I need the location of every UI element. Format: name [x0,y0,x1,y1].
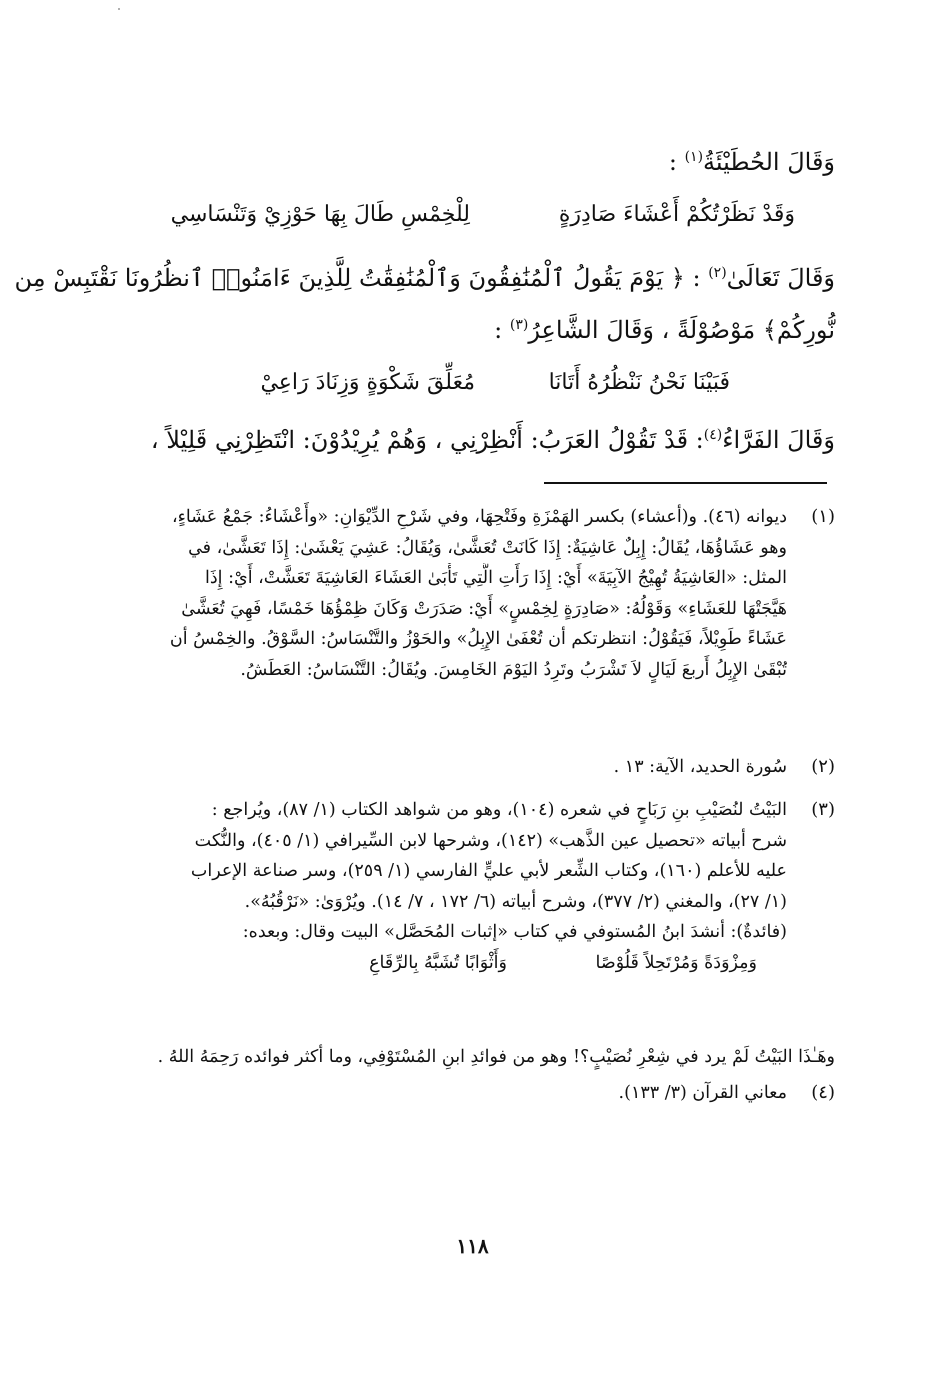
footnote-4 [100,1078,835,1109]
footnote-1-line: تُبْقَىٰ الإِبِلُ أَربعَ لَيَالٍ لاَ تَشْرَبُ وتَرِدُ اليَوْمَ الخَامِسَ. ويُقَالُ: التَّنْسَاسُ: العَطَشُ. [240,659,787,680]
benefit-note-intro: (فائدةٌ): أنشدَ ابنُ المُستوفي في كتاب «إثبات المُحَصَّل» البيت وقال: وبعده: [242,922,787,942]
verse-1-first-hemistich: وَقَدْ نَظَرْتُكُمْ أَعْشَاءَ صَادِرَةٍ [558,202,795,227]
footnote-2-number: (٢) [811,756,835,777]
main-line-1 [105,142,835,177]
footnote-2 [100,752,835,783]
footnote-4-number: (٤) [811,1082,835,1103]
footnote-ref-3[interactable]: (٣) [509,317,529,333]
main-line-1-end: : [668,148,685,176]
verse-2-first-hemistich: فَبَيْنَا نَحْنُ نَنْظُرُهُ أَتَانَا [548,370,730,395]
footnote-3-line: عليه للأعلم (١٦٠)، وكتاب الشِّعر لأبي عليٍّ الفارسي (١/ ٢٥٩)، وسر صناعة الإعراب [190,861,787,881]
main-line-3-quran: : ﴿ يَوْمَ يَقُولُ ٱلْمُنَٰفِقُونَ وَٱلْمُنَٰفِقَٰتُ لِلَّذِينَ ءَامَنُوا۟ ٱنظُرُونَا نَقْتَبِسْ مِن [14,264,709,292]
main-line-3-start: وَقَالَ تَعَالَىٰ [726,264,835,292]
main-line-6 [105,420,835,455]
main-line-4-start: نُّورِكُمْ﴾ مَوْصُوْلَةً ، وَقَالَ الشَّاعِرُ [528,316,835,344]
benefit-note-verse [100,948,757,978]
scan-speck [118,8,120,10]
footnote-1-line: عَشَاءً طَوِيْلاً، فَيَقُوْلُ: انتظرتكم أن تُعْفَىٰ الإِبِلُ» والحَوْزُ والتَّنْسَاسُ: السَّوْقُ. والخِمْسُ أن [169,629,787,649]
footnote-4-line: معاني القرآن (٣/ ١٣٣). [618,1083,787,1103]
footnote-3 [100,795,835,917]
benefit-note [100,917,835,978]
footnote-3-line: البَيْتُ لنُصَيْبِ بنِ رَبَاحٍ في شعره (١٠٤)، وهو من شواهد الكتاب (١/ ٨٧)، ويُراجع : [211,800,787,820]
footnote-1 [100,502,835,685]
footnote-3-line: (١/ ٢٧)، والمغني (٢/ ٣٧٧)، وشرح أبياته (٦/ ١٧٢ ، ٧/ ١٤). ويُرْوَىٰ: «نَرْقُبُهُ». [244,891,787,912]
footnote-1-number: (١) [811,506,835,527]
footnote-ref-4[interactable]: (٤) [703,427,723,443]
verse-1 [143,200,795,230]
footnote-ref-2[interactable]: (٢) [708,265,727,281]
main-line-1-text: وَقَالَ الحُطَيْئَةُ [703,148,835,176]
main-line-6-start: وَقَالَ الفَرَّاءُ [722,426,835,454]
main-line-4-end: : [494,316,510,344]
main-line-4 [105,310,835,345]
page-number: ١١٨ [456,1234,489,1258]
main-line-6-rest: : قَدْ تَقُوْلُ العَرَبُ: أَنْظِرْنِي ، وَهُمْ يُرِيْدُوْنَ: انْتَظِرْنِي قَلِيْلاً ، [150,426,704,454]
footnote-1-line: المثل: «العَاشِيَةُ تُهِيْجُ الآبِيَةَ» أَيْ: إِذَا رَأَتِ الَّتِي تَأْبَىٰ العَشَاءَ العَاشِيَةَ تَعَشَّتْ، أَيْ: إِذَا [205,568,787,588]
benefit-note-closing [113,1042,835,1072]
benefit-verse-second-hemistich: وَأَثْوَابًا تُشَبَّهُ بِالرِّقَاعِ [369,952,507,973]
footnote-separator [544,482,827,484]
verse-2-second-hemistich: مُعَلِّقَ شَكْوَةٍ وَزِنَادَ رَاعِيْ [260,370,475,395]
footnote-1-line: وهو عَشَاؤُهَا، يُقَالُ: إِبِلٌ عَاشِيَةٌ: إِذَا كَانَتْ تُعَشَّىٰ، وَيُقَالُ: عَشِيَ يَعْشَىٰ: إِذَا تَعَشَّىٰ، في [188,537,787,558]
footnote-3-number: (٣) [811,799,835,820]
benefit-verse-first-hemistich: وَمِزْوَدَةً وَمُرْتَحِلاً قَلُوْصًا [595,952,757,973]
footnote-1-line: هَيَّجَتْهَا للعَشَاءِ» وَقَوْلُهُ: «صَادِرَةٍ لِخِمْسٍ» أَيْ: صَدَرَتْ وَكَانَ ظِمْؤُهَا خَمْسًا، فَهِيَ تُعَشَّىٰ [181,598,787,619]
footnote-ref-1[interactable]: (١) [684,149,704,165]
footnote-3-line: شرح أبياته «تحصيل عين الذَّهب» (١٤٢)، وشرحها لابن السِّيرافي (١/ ٤٠٥)، والنُّكت [194,830,787,851]
verse-2 [240,368,730,398]
main-line-3 [14,258,835,293]
footnote-2-line: سُورة الحديد، الآية: ١٣ . [613,757,787,777]
benefit-note-closing-text: وهَـٰذَا البَيْتُ لَمْ يرد في شِعْرِ نُصَيْبٍ؟! وهو من فوائدِ ابنِ المُسْتَوْفِي، وما أكثر فوائده رَحِمَهُ اللهُ . [157,1047,835,1067]
footnote-1-line: ديوانه (٤٦). و(أعشاء) بكسر الهَمْزَةِ وفَتْحِهَا، وفي شَرْحِ الدِّيْوَانِ: «وأَعْشَاءُ: جَمْعُ عَشَاءٍ، [171,507,787,527]
verse-1-second-hemistich: لِلْخِمْسِ طَالَ بِهَا حَوْزِيْ وَتَنْسَاسِي [170,202,470,227]
